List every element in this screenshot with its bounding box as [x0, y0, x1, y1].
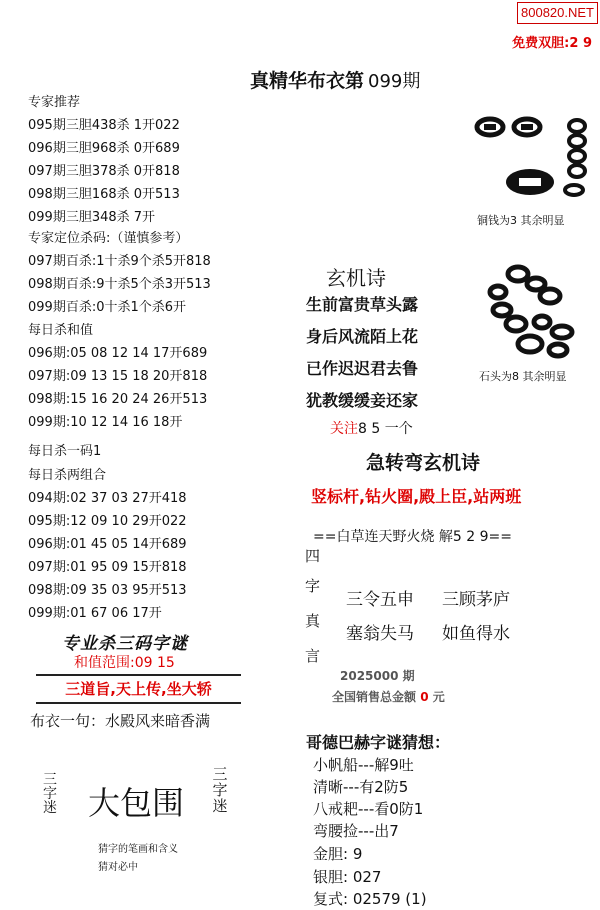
list-item: 098期:15 16 20 24 26开513	[28, 392, 208, 407]
goldbach-line: 弯腰捡---出7	[313, 822, 399, 840]
idiom: 三令五申	[346, 590, 414, 610]
idiom: 塞翁失马	[346, 624, 414, 644]
vertical-char: 迷	[43, 800, 57, 816]
idiom: 三顾茅庐	[442, 590, 510, 610]
vertical-char: 言	[305, 647, 321, 665]
focus-line	[330, 418, 413, 438]
daily-sum-section	[28, 320, 207, 434]
list-item: 096期三胆968杀 0开689	[28, 141, 180, 156]
vertical-char: 四	[305, 547, 321, 565]
position-kill-section	[28, 228, 211, 319]
page-title	[250, 66, 420, 93]
daily-two-section	[28, 465, 187, 625]
poem-line: 身后风流陌上花	[306, 327, 419, 346]
poem-line: 生前富贵草头露	[306, 295, 419, 314]
list-item: 097期:09 13 15 18 20开818	[28, 369, 208, 384]
list-item: 097期三胆378杀 0开818	[28, 164, 180, 179]
list-item: 098期三胆168杀 0开513	[28, 187, 180, 202]
buyi-sentence: 布衣一句：水殿风来暗香满	[30, 712, 211, 730]
idiom: 如鱼得水	[442, 624, 510, 644]
daily-one-section	[28, 441, 101, 463]
three-char-riddle-left	[42, 773, 58, 815]
vertical-char: 迷	[212, 797, 228, 815]
poem-line: 犹教缓缓妾还家	[306, 391, 419, 410]
period-number: 2025000 期	[340, 669, 415, 683]
hint-line: 猜字的笔画和含义	[98, 844, 178, 855]
vertical-char: 字	[212, 781, 228, 799]
vertical-char: 三	[43, 772, 57, 788]
sales-unit: 元	[432, 690, 445, 704]
list-item: 095期三胆438杀 1开022	[28, 118, 180, 133]
expert-header: 专家推荐	[28, 95, 81, 110]
goldbach-line: 银胆: 027	[313, 868, 382, 886]
three-char-riddle-right	[212, 766, 228, 814]
goldbach-line: 清晰---有2防5	[313, 778, 409, 796]
sales-prefix: 全国销售总金额	[332, 690, 417, 704]
three-edicts-riddle: 三道旨,天上传,坐大轿	[36, 674, 241, 704]
list-item: 099期三胆348杀 7开	[28, 210, 156, 225]
list-item: 095期:12 09 10 29开022	[28, 514, 187, 529]
free-double-pick: 免费双胆:2 9	[512, 36, 592, 51]
coins-illustration	[470, 110, 595, 210]
list-item: 099期百杀:0十杀1个杀6开	[28, 300, 187, 315]
daily-two-header: 每日杀两组合	[28, 468, 107, 483]
goldbach-line: 小帆船---解9吐	[313, 756, 414, 774]
stones-illustration	[482, 262, 587, 362]
goldbach-line: 八戒耙---看0防1	[313, 800, 424, 818]
big-surround: 大包围	[88, 784, 185, 822]
baicao-riddle: ==白草连天野火烧 解5 2 9==	[313, 529, 512, 545]
vertical-char: 真	[305, 612, 321, 630]
list-item: 099期:10 12 14 16 18开	[28, 415, 183, 430]
stones-caption: 石头为8 其余明显	[479, 370, 567, 383]
list-item: 097期百杀:1十杀9个杀5开818	[28, 254, 211, 269]
sum-range: 和值范围:09 15	[74, 655, 175, 671]
title-main: 真精华布衣第	[250, 70, 365, 92]
pro-riddle-heading: 专业杀三码字谜	[62, 634, 188, 654]
sales-value: 0	[420, 690, 429, 704]
goldbach-line: 复式: 02579 (1)	[313, 890, 427, 908]
xuanji-poem-header: 玄机诗	[326, 266, 386, 290]
vertical-char: 三	[212, 765, 228, 783]
vertical-char: 字	[305, 577, 321, 595]
brain-teaser-riddle: 竖标杆,钻火圈,殿上臣,站两班	[311, 487, 522, 506]
list-item: 099期:01 67 06 17开	[28, 606, 162, 621]
sales-total	[332, 688, 445, 705]
focus-value: 8 5 一个	[358, 421, 413, 437]
brain-teaser-heading: 急转弯玄机诗	[366, 452, 481, 474]
site-badge[interactable]: 800820.NET	[517, 2, 598, 24]
list-item: 096期:01 45 05 14开689	[28, 537, 187, 552]
vertical-char: 字	[43, 786, 57, 802]
list-item: 098期:09 35 03 95开513	[28, 583, 187, 598]
list-item: 097期:01 95 09 15开818	[28, 560, 187, 575]
expert-section	[28, 92, 180, 229]
list-item: 098期百杀:9十杀5个杀3开513	[28, 277, 211, 292]
coins-caption: 铜钱为3 其余明显	[477, 214, 565, 227]
list-item: 094期:02 37 03 27开418	[28, 491, 187, 506]
daily-one-header: 每日杀一码1	[28, 444, 102, 459]
hint-line: 猜对必中	[98, 862, 138, 873]
goldbach-line: 金胆: 9	[313, 845, 363, 863]
daily-sum-header: 每日杀和值	[28, 323, 94, 338]
goldbach-header: 哥德巴赫字谜猜想：	[306, 733, 451, 752]
focus-prefix: 关注	[330, 421, 358, 437]
position-kill-header: 专家定位杀码:（谨慎参考）	[28, 231, 189, 246]
title-issue: 099期	[368, 71, 421, 92]
list-item: 096期:05 08 12 14 17开689	[28, 346, 208, 361]
poem-line: 已作迟迟君去鲁	[306, 359, 419, 378]
